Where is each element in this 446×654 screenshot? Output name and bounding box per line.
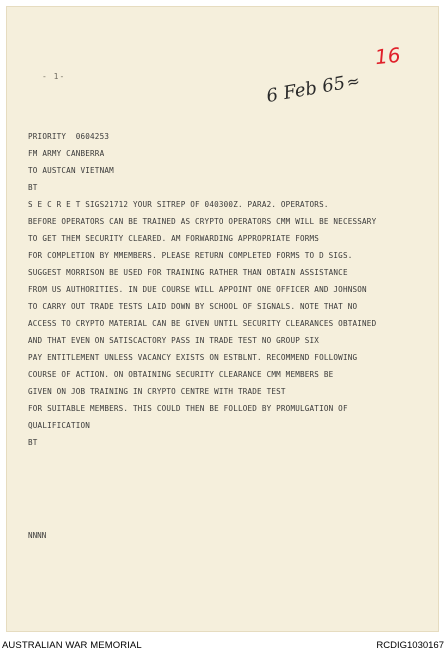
folio-number: 16 (373, 42, 402, 70)
message-body-line: S E C R E T SIGS21712 YOUR SITREP OF 040300Z. PARA2. OPERATORS. (28, 200, 329, 209)
message-body-line: ACCESS TO CRYPTO MATERIAL CAN BE GIVEN UNTIL SECURITY CLEARANCES OBTAINED (28, 319, 377, 328)
message-body-line: BEFORE OPERATORS CAN BE TRAINED AS CRYPTO OPERATORS CMM WILL BE NECESSARY (28, 217, 377, 226)
message-break-line: BT (28, 438, 38, 447)
message-from-line: FM ARMY CANBERRA (28, 149, 105, 158)
message-body-line: FOR COMPLETION BY MMEMBERS. PLEASE RETURN COMPLETED FORMS TO D SIGS. (28, 251, 353, 260)
message-priority-line: PRIORITY 0604253 (28, 132, 110, 141)
message-body-line: PAY ENTITLEMENT UNLESS VACANCY EXISTS ON ESTBLNT. RECOMMEND FOLLOWING (28, 353, 358, 362)
message-body-line: SUGGEST MORRISON BE USED FOR TRAINING RATHER THAN OBTAIN ASSISTANCE (28, 268, 348, 277)
message-to-line: TO AUSTCAN VIETNAM (28, 166, 114, 175)
binder-mark: - 1- (42, 72, 66, 81)
message-body-line: QUALIFICATION (28, 421, 91, 430)
message-body-line: GIVEN ON JOB TRAINING IN CRYPTO CENTRE WITH TRADE TEST (28, 387, 286, 396)
message-body-line: TO CARRY OUT TRADE TESTS LAID DOWN BY SCHOOL OF SIGNALS. NOTE THAT NO (28, 302, 358, 311)
telex-message (28, 128, 428, 451)
handwritten-date-text: 6 Feb 65 (264, 72, 347, 108)
message-body-line: AND THAT EVEN ON SATISCACTORY PASS IN TRADE TEST NO GROUP SIX (28, 336, 320, 345)
handwritten-flourish-icon: ≈ (344, 70, 363, 93)
message-body-line: FROM US AUTHORITIES. IN DUE COURSE WILL APPOINT ONE OFFICER AND JOHNSON (28, 285, 367, 294)
message-break-line: BT (28, 183, 38, 192)
archive-name: AUSTRALIAN WAR MEMORIAL (2, 640, 142, 651)
message-body-line: COURSE OF ACTION. ON OBTAINING SECURITY CLEARANCE CMM MEMBERS BE (28, 370, 334, 379)
message-body-line: FOR SUITABLE MEMBERS. THIS COULD THEN BE FOLLOED BY PROMULGATION OF (28, 404, 348, 413)
archive-record-id: RCDIG1030167 (376, 640, 444, 651)
message-body-line: TO GET THEM SECURITY CLEARED. AM FORWARDING APPROPRIATE FORMS (28, 234, 320, 243)
archive-footer (0, 636, 446, 654)
message-end-marker: NNNN (28, 531, 47, 540)
